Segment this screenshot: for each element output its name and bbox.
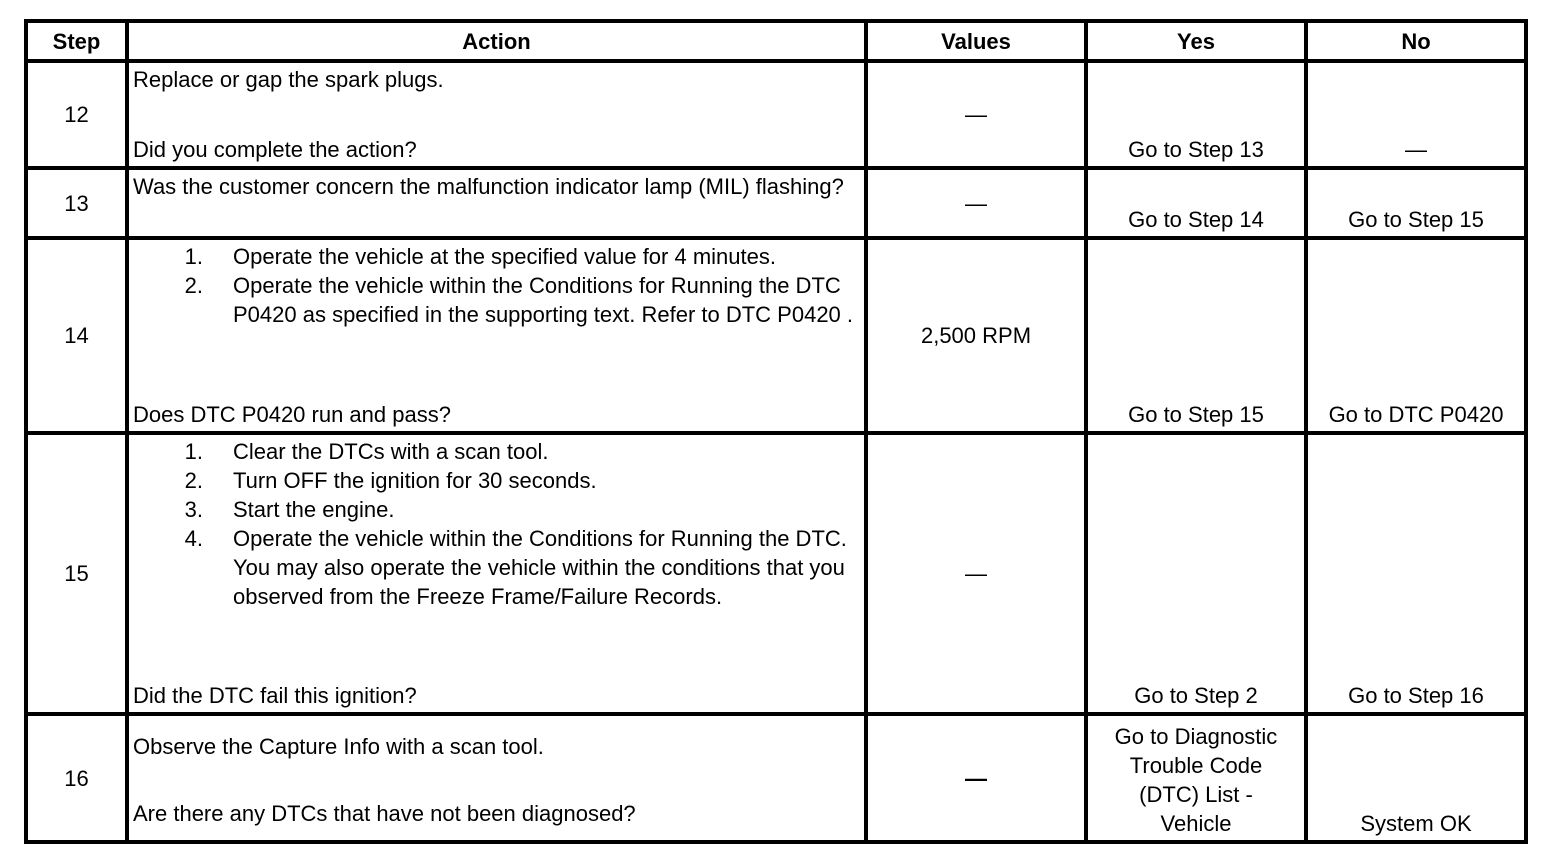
action-question: Does DTC P0420 run and pass? (133, 402, 451, 427)
header-yes: Yes (1086, 21, 1306, 61)
table-row-step-13 (26, 168, 1526, 238)
table-row-step-15 (26, 433, 1526, 714)
action-cell (127, 61, 866, 168)
values-cell: — (866, 168, 1086, 238)
list-item: 1. Clear the DTCs with a scan tool. (184, 439, 549, 464)
header-step: Step (26, 21, 127, 61)
table-row-step-12 (26, 61, 1526, 168)
diagnostic-table (24, 19, 1528, 844)
action-question: Did the DTC fail this ignition? (133, 683, 417, 708)
yes-cell: Go to Step 13 (1086, 61, 1306, 168)
header-values: Values (866, 21, 1086, 61)
action-list (133, 242, 860, 329)
action-cell (127, 433, 866, 714)
values-cell: 2,500 RPM (866, 238, 1086, 433)
values-cell: — (866, 433, 1086, 714)
step-number: 16 (26, 714, 127, 842)
action-cell (127, 714, 866, 842)
yes-cell: Go to Diagnostic Trouble Code (DTC) List - Vehicle (1086, 714, 1306, 842)
table-row-step-16 (26, 714, 1526, 842)
header-no: No (1306, 21, 1526, 61)
no-cell: Go to DTC P0420 (1306, 238, 1526, 433)
no-cell: Go to Step 16 (1306, 433, 1526, 714)
header-row (26, 21, 1526, 61)
yes-cell: Go to Step 2 (1086, 433, 1306, 714)
values-cell: — (866, 714, 1086, 842)
yes-cell: Go to Step 15 (1086, 238, 1306, 433)
action-question: Are there any DTCs that have not been diagnosed? (133, 801, 636, 826)
action-list (133, 437, 860, 611)
list-item: 1. Operate the vehicle at the specified value for 4 minutes. (184, 244, 776, 269)
list-item: 2. Turn OFF the ignition for 30 seconds. (184, 468, 597, 493)
no-cell: Go to Step 15 (1306, 168, 1526, 238)
yes-cell: Go to Step 14 (1086, 168, 1306, 238)
table-row-step-14 (26, 238, 1526, 433)
action-text: Replace or gap the spark plugs. (133, 67, 444, 92)
action-question: Did you complete the action? (133, 137, 417, 162)
step-number: 14 (26, 238, 127, 433)
action-cell (127, 238, 866, 433)
step-number: 12 (26, 61, 127, 168)
list-item: 4. Operate the vehicle within the Conditions for Running the DTC. You may also operate the vehicle within the conditions that you observed from the Freeze Frame/Failure Records. (184, 526, 847, 609)
header-action: Action (127, 21, 866, 61)
values-cell: — (866, 61, 1086, 168)
action-question: Was the customer concern the malfunction indicator lamp (MIL) flashing? (133, 174, 844, 199)
no-cell: — (1306, 61, 1526, 168)
no-cell: System OK (1306, 714, 1526, 842)
action-cell (127, 168, 866, 238)
step-number: 13 (26, 168, 127, 238)
list-item: 3. Start the engine. (184, 497, 395, 522)
list-item: 2. Operate the vehicle within the Conditions for Running the DTC P0420 as specified in the supporting text. Refer to DTC P0420 . (184, 273, 854, 327)
step-number: 15 (26, 433, 127, 714)
action-text: Observe the Capture Info with a scan tool. (133, 734, 544, 759)
